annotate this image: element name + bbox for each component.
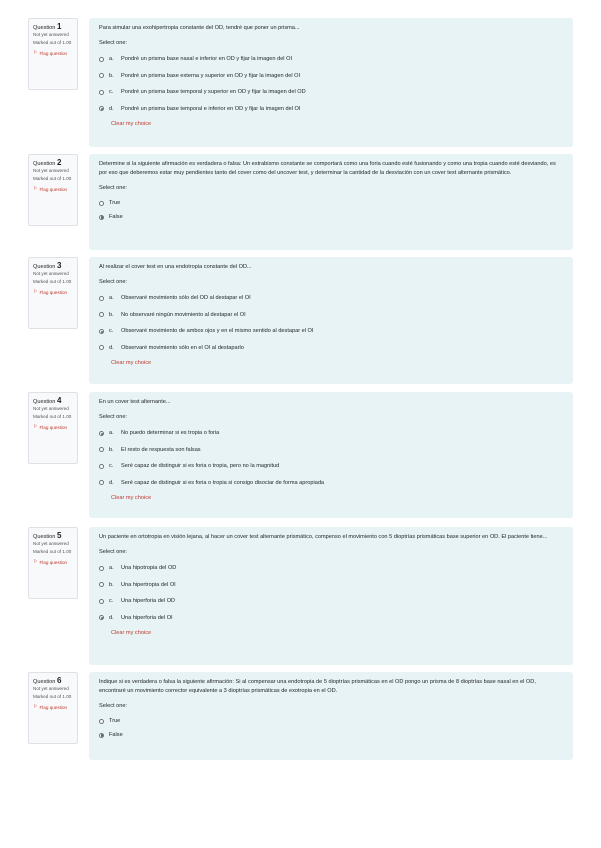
select-one-prompt: Select one:: [99, 414, 127, 420]
flag-question-link[interactable]: ⚐ Flag question: [33, 50, 68, 57]
select-one-prompt: Select one:: [99, 703, 127, 709]
radio-button[interactable]: [99, 599, 104, 604]
flag-question-link[interactable]: ⚐ Flag question: [33, 186, 68, 193]
flag-question-link[interactable]: ⚐ Flag question: [33, 424, 68, 431]
answer-option-a[interactable]: a. Pondré un prisma base nasal e inferior en OD y fijar la imagen del OI: [99, 51, 563, 68]
question-grade: Marked out of 1.00: [33, 40, 72, 46]
question-grade: Marked out of 1.00: [33, 279, 72, 285]
answer-option-true[interactable]: True: [99, 714, 563, 728]
radio-button[interactable]: [99, 73, 104, 78]
question-number: Question 3: [33, 261, 62, 270]
question-state: Not yet answered: [33, 32, 69, 37]
answer-option-c[interactable]: c. Una hiperforia del OD: [99, 593, 563, 610]
question-grade: Marked out of 1.00: [33, 414, 72, 420]
clear-my-choice-link[interactable]: Clear my choice: [111, 121, 152, 127]
answer-list: [99, 425, 563, 491]
question-grade: Marked out of 1.00: [33, 176, 72, 182]
clear-my-choice-link[interactable]: Clear my choice: [111, 360, 152, 366]
question-state: Not yet answered: [33, 406, 69, 411]
question-number: Question 5: [33, 531, 62, 540]
flag-icon: ⚐: [33, 186, 38, 193]
question-info: [28, 392, 78, 464]
answer-option-false[interactable]: False: [99, 728, 563, 742]
flag-question-link[interactable]: ⚐ Flag question: [33, 289, 68, 296]
radio-button-selected[interactable]: [99, 106, 104, 111]
radio-button-selected[interactable]: [99, 431, 104, 436]
radio-button[interactable]: [99, 296, 104, 301]
radio-button[interactable]: [99, 582, 104, 587]
question-number: Question 6: [33, 676, 62, 685]
answer-list: [99, 560, 563, 626]
question-content: [89, 18, 573, 147]
question-text: En un cover test alternante...: [99, 399, 171, 405]
radio-button-selected[interactable]: [99, 329, 104, 334]
answer-option-true[interactable]: True: [99, 196, 563, 210]
question-info: [28, 672, 78, 744]
question-text: Un paciente en ortotropia en visión lejana, al hacer un cover test alternante prismático, compenso el movimiento con 5 dioptrías prismáticas base superior en OD. El paciente tiene...: [99, 534, 548, 540]
answer-option-a[interactable]: a. Observaré movimiento sólo del OD al destapar el OI: [99, 290, 563, 307]
answer-option-b[interactable]: b. Una hipertropia del OI: [99, 577, 563, 594]
flag-icon: ⚐: [33, 704, 38, 711]
question-number: Question 1: [33, 22, 62, 31]
flag-icon: ⚐: [33, 50, 38, 57]
question-content: [89, 392, 573, 518]
question-number: Question 2: [33, 158, 62, 167]
question-text: Determine si la siguiente afirmación es verdadera o falsa: Un estrabismo constante se comportará como una foria cuando esté fusionando y como una tropia cuando esté desviando, es por eso que deberemos estar muy pendientes tanto del cover como del uncover test, y determinar la cantidad de la desviación con un cover test alternante prismático.: [99, 161, 556, 176]
question-info: [28, 154, 78, 226]
answer-list: [99, 290, 563, 356]
select-one-prompt: Select one:: [99, 279, 127, 285]
clear-my-choice-link[interactable]: Clear my choice: [111, 630, 152, 636]
question-info: [28, 18, 78, 90]
radio-button[interactable]: [99, 566, 104, 571]
radio-button-selected[interactable]: [99, 215, 104, 220]
radio-button[interactable]: [99, 480, 104, 485]
question-text: Indique si es verdadera o falsa la siguiente afirmación: Si al compensar una endotropia de 5 dioptrías prismáticas en el OD pongo un prisma de 8 dioptrías base nasal en el OD, encontraré un movimiento corrector equivalente a 3 dioptrías prismáticas de exotropia en el OD.: [99, 679, 536, 694]
radio-button[interactable]: [99, 312, 104, 317]
radio-button-selected[interactable]: [99, 615, 104, 620]
question-info: [28, 527, 78, 599]
radio-button[interactable]: [99, 464, 104, 469]
answer-option-b[interactable]: b. No observaré ningún movimiento al destapar el OI: [99, 307, 563, 324]
question-state: Not yet answered: [33, 686, 69, 691]
question-content: [89, 672, 573, 760]
answer-option-d[interactable]: d. Seré capaz de distinguir si es foria o tropia si consigo disociar de forma apropiada: [99, 475, 563, 492]
clear-my-choice-link[interactable]: Clear my choice: [111, 495, 152, 501]
radio-button[interactable]: [99, 345, 104, 350]
question-content: [89, 257, 573, 384]
select-one-prompt: Select one:: [99, 549, 127, 555]
question-grade: Marked out of 1.00: [33, 549, 72, 555]
question-content: [89, 154, 573, 250]
flag-icon: ⚐: [33, 559, 38, 566]
answer-list: [99, 51, 563, 117]
answer-option-c[interactable]: c. Seré capaz de distinguir si es foria o tropia, pero no la magnitud: [99, 458, 563, 475]
radio-button[interactable]: [99, 201, 104, 206]
select-one-prompt: Select one:: [99, 185, 127, 191]
question-text: Al realizar el cover test en una endotropia constante del OD...: [99, 264, 252, 270]
answer-option-d[interactable]: d. Pondré un prisma base temporal e inferior en OD y fijar la imagen del OI: [99, 101, 563, 118]
flag-icon: ⚐: [33, 424, 38, 431]
question-number: Question 4: [33, 396, 62, 405]
radio-button[interactable]: [99, 447, 104, 452]
radio-button[interactable]: [99, 57, 104, 62]
radio-button-selected[interactable]: [99, 733, 104, 738]
answer-option-c[interactable]: c. Observaré movimiento de ambos ojos y en el mismo sentido al destapar el OI: [99, 323, 563, 340]
answer-option-false[interactable]: False: [99, 210, 563, 224]
question-state: Not yet answered: [33, 541, 69, 546]
answer-option-d[interactable]: d. Observaré movimiento sólo en el OI al destaparlo: [99, 340, 563, 357]
answer-list: [99, 196, 563, 224]
question-grade: Marked out of 1.00: [33, 694, 72, 700]
flag-icon: ⚐: [33, 289, 38, 296]
answer-option-b[interactable]: b. Pondré un prisma base externa y superior en OD y fijar la imagen del OI: [99, 68, 563, 85]
radio-button[interactable]: [99, 90, 104, 95]
answer-option-d[interactable]: d. Una hiperforia del OI: [99, 610, 563, 627]
answer-option-c[interactable]: c. Pondré un prisma base temporal y superior en OD y fijar la imagen del OD: [99, 84, 563, 101]
question-content: [89, 527, 573, 665]
flag-question-link[interactable]: ⚐ Flag question: [33, 559, 68, 566]
answer-option-b[interactable]: b. El resto de respuesta son falsas: [99, 442, 563, 459]
answer-option-a[interactable]: a. No puedo determinar si es tropia o foria: [99, 425, 563, 442]
answer-list: [99, 714, 563, 742]
question-state: Not yet answered: [33, 168, 69, 173]
question-info: [28, 257, 78, 329]
answer-option-a[interactable]: a. Una hipotropia del OD: [99, 560, 563, 577]
radio-button[interactable]: [99, 719, 104, 724]
flag-question-link[interactable]: ⚐ Flag question: [33, 704, 68, 711]
question-state: Not yet answered: [33, 271, 69, 276]
question-text: Para simular una exohipertropia constante del OD, tendré que poner un prisma...: [99, 25, 300, 31]
select-one-prompt: Select one:: [99, 40, 127, 46]
